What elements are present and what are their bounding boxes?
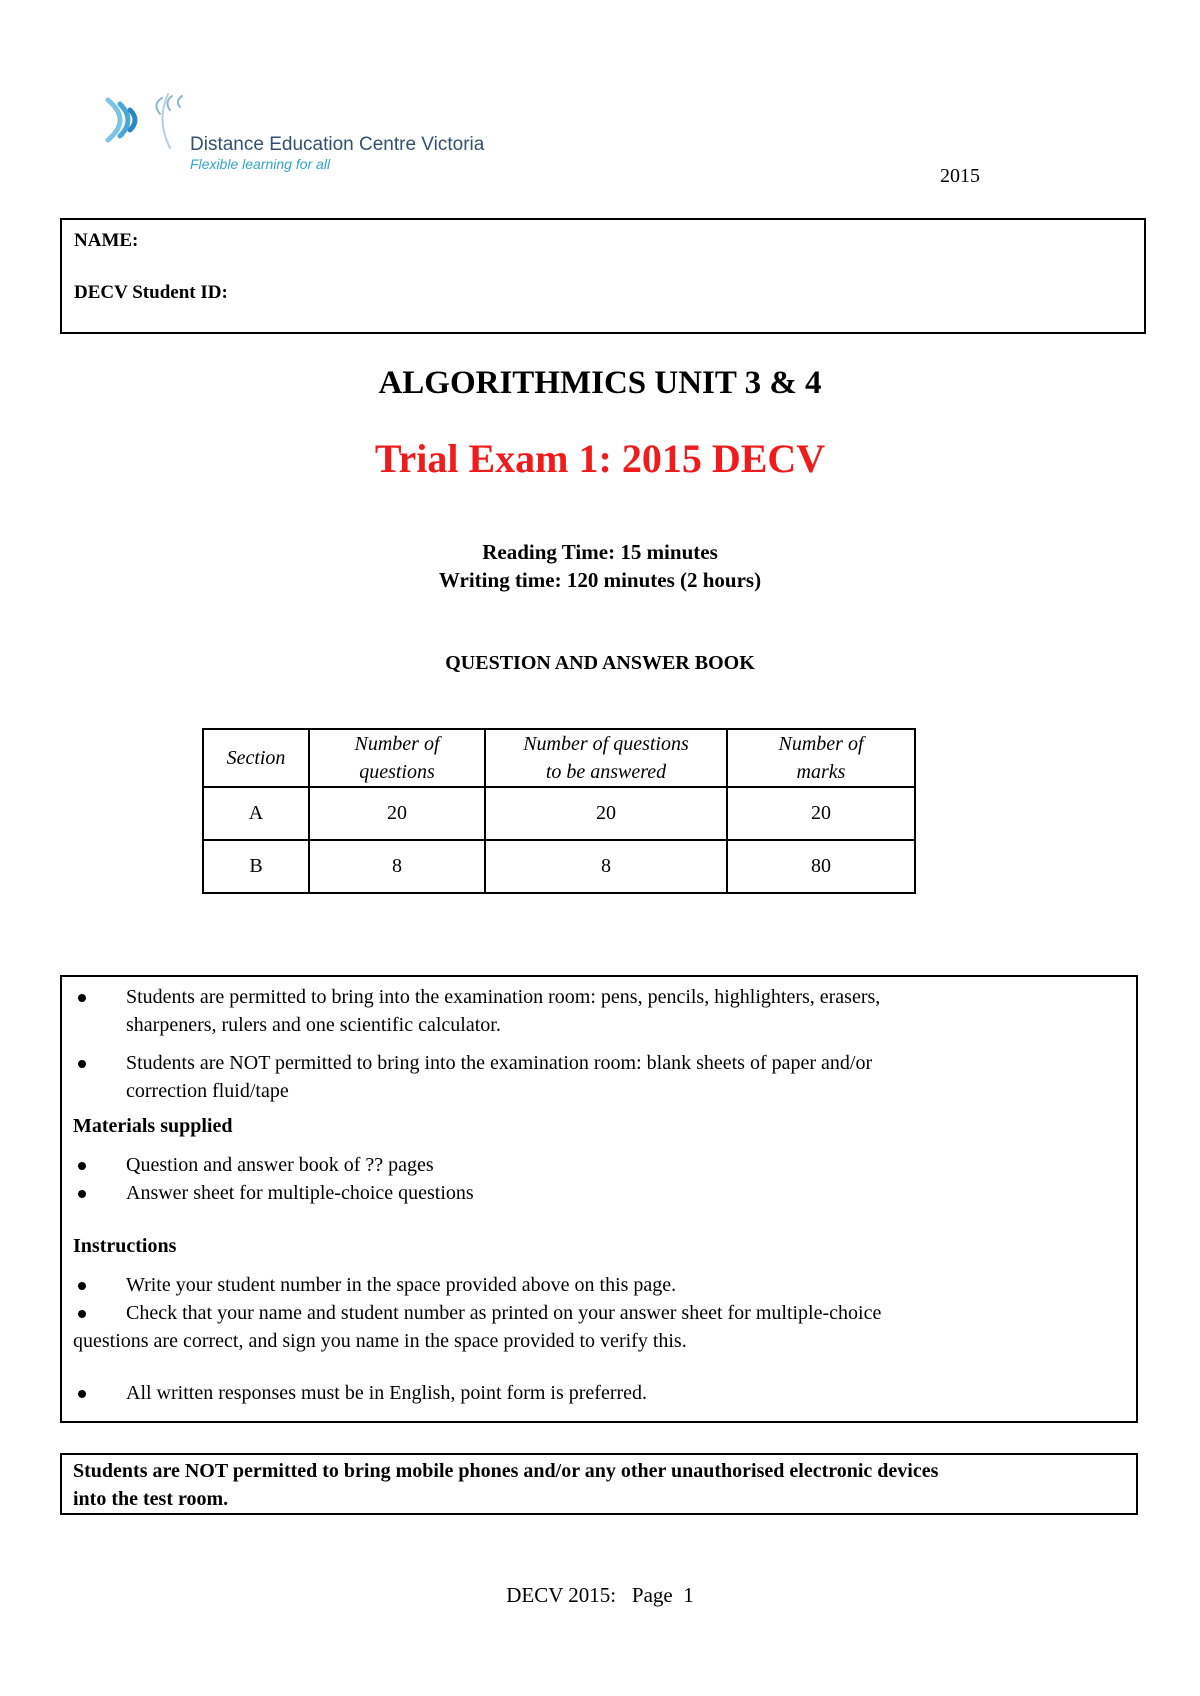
rule-not-permitted: Students are NOT permitted to bring into the examination room: blank sheets of paper and/or correction fluid/tape [126,1052,873,1102]
header-year: 2015 [940,165,980,187]
table-header-row [203,729,915,787]
decv-logo [100,90,485,180]
logo-waves-icon [100,90,200,150]
rule-permitted: Students are permitted to bring into the examination room: pens, pencils, highlighters, erasers, sharpeners, rulers and one scientific calculator. [126,986,881,1036]
material-item: Question and answer book of ?? pages [126,1154,434,1176]
sections-table [202,728,916,894]
header-number-of-questions: Number of questions [309,729,485,787]
header-section: Section [203,729,309,787]
instructions-heading: Instructions [73,1235,177,1257]
instruction-item-continued: questions are correct, and sign you name in the space provided to verify this. [73,1330,687,1352]
cell-marks: 20 [727,787,915,840]
exam-subtitle: Trial Exam 1: 2015 DECV [374,436,826,481]
bullet-icon [78,1310,86,1318]
exam-rules-box [60,975,1138,1423]
instruction-item: All written responses must be in English, point form is preferred. [126,1382,648,1404]
warning-line: into the test room. [73,1488,229,1510]
warning-box [60,1453,1138,1515]
table-row [203,787,915,840]
cell-questions: 8 [309,840,485,893]
book-title: QUESTION AND ANSWER BOOK [445,652,755,674]
page-footer: DECV 2015: Page 1 [506,1583,694,1607]
bullet-icon [78,1390,86,1398]
cell-answered: 8 [485,840,727,893]
material-item: Answer sheet for multiple-choice questions [126,1182,474,1204]
name-label: NAME: [74,230,139,251]
bullet-icon [78,1282,86,1290]
writing-time: Writing time: 120 minutes (2 hours) [438,568,762,592]
instruction-item: Write your student number in the space provided above on this page. [126,1274,677,1296]
bullet-icon [78,1190,86,1198]
reading-time: Reading Time: 15 minutes [482,540,718,564]
cell-questions: 20 [309,787,485,840]
page-title: ALGORITHMICS UNIT 3 & 4 [378,365,822,401]
student-id-label: DECV Student ID: [74,282,228,303]
bullet-icon [78,994,86,1002]
student-details-box[interactable] [60,218,1146,334]
bullet-icon [78,1060,86,1068]
table-row [203,840,915,893]
warning-line: Students are NOT permitted to bring mobile phones and/or any other unauthorised electronic devices [73,1460,939,1482]
cell-answered: 20 [485,787,727,840]
bullet-icon [78,1162,86,1170]
cell-section: B [203,840,309,893]
logo-tagline: Flexible learning for all [190,156,331,172]
logo-name: Distance Education Centre Victoria [190,134,485,155]
header-number-of-marks: Number of marks [727,729,915,787]
cell-section: A [203,787,309,840]
cell-marks: 80 [727,840,915,893]
materials-heading: Materials supplied [73,1115,233,1137]
instruction-item: Check that your name and student number as printed on your answer sheet for multiple-choice [126,1302,882,1324]
header-questions-to-answer: Number of questions to be answered [485,729,727,787]
